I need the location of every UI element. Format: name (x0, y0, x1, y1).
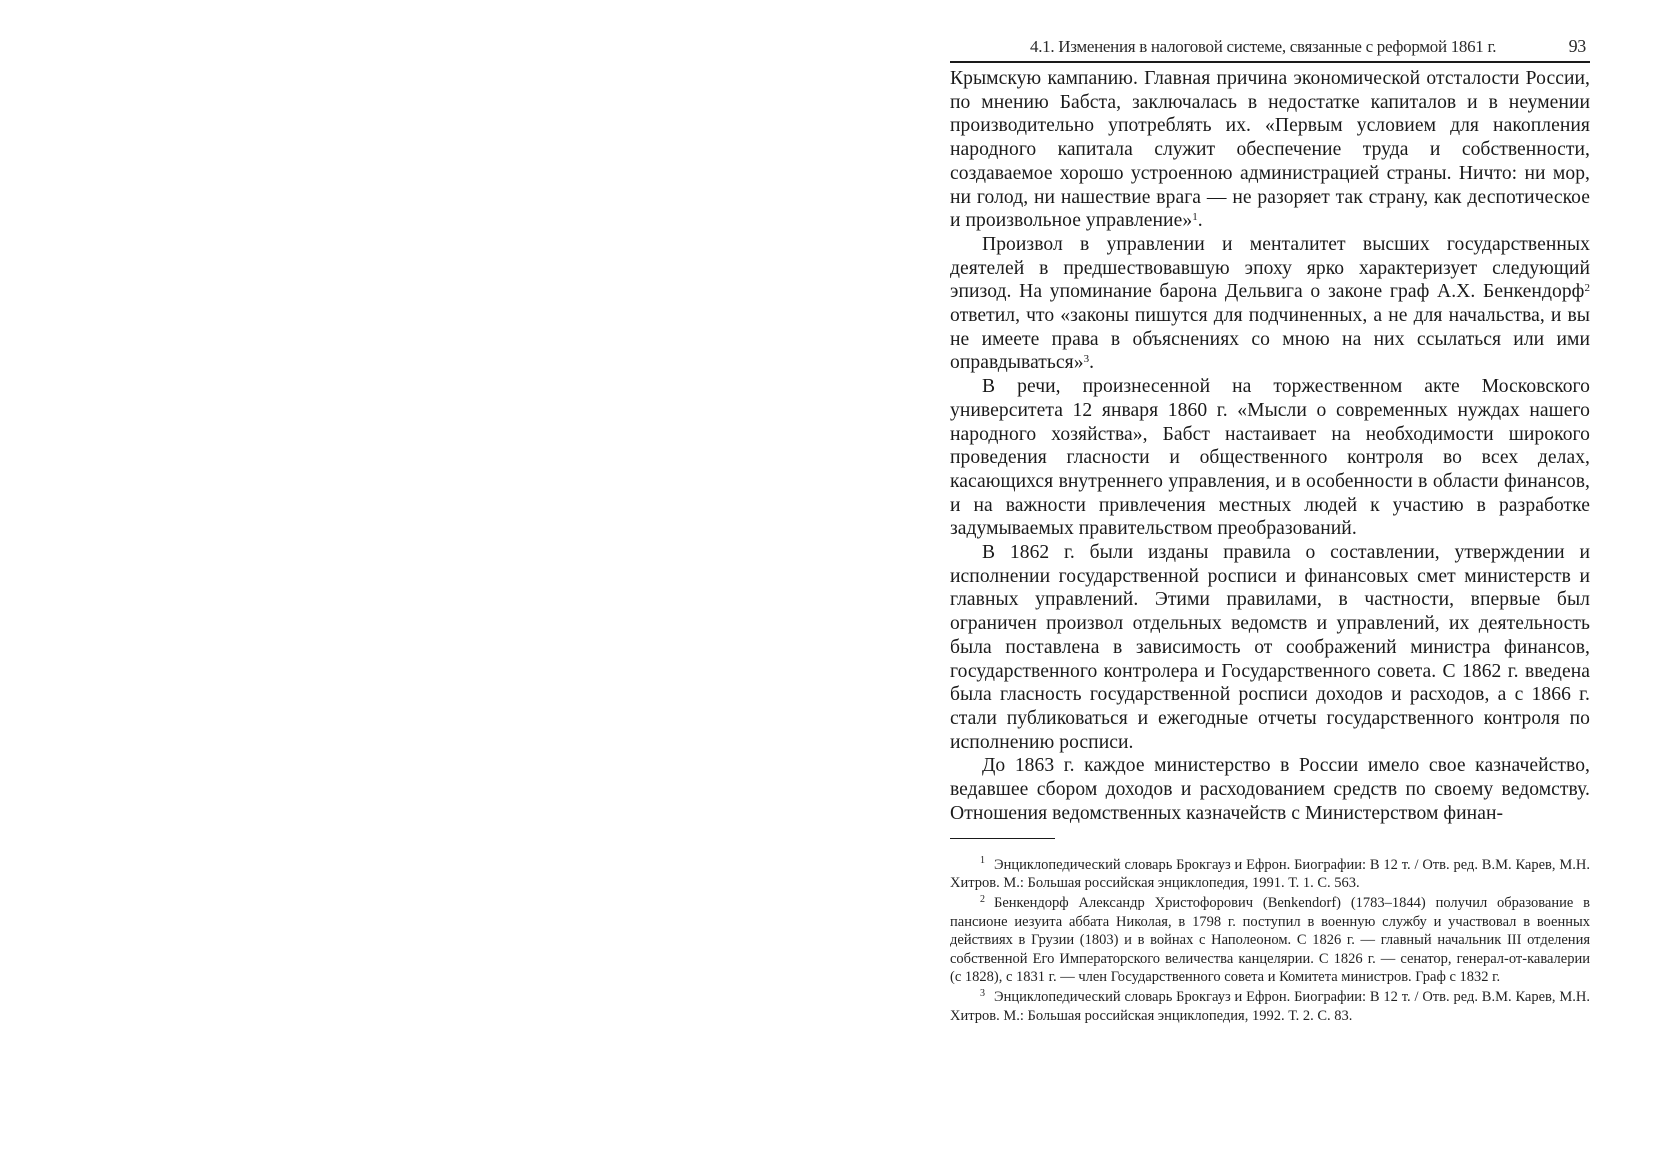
page-number: 93 (1568, 36, 1586, 56)
footnote-3-text: Энциклопедический словарь Брокгауз и Ефрон. Биографии: В 12 т. / Отв. ред. В.М. Карев, М.Н. Хитров. М.: Большая российская энциклопедия, 1992. Т. 2. С. 83. (950, 989, 1590, 1024)
footnote-divider (950, 838, 1055, 839)
footnote-3 (950, 988, 1590, 1025)
footnote-1 (950, 856, 1590, 893)
footnote-1-text: Энциклопедический словарь Брокгауз и Ефрон. Биографии: В 12 т. / Отв. ред. В.М. Карев, М.Н. Хитров. М.: Большая российская энциклопедия, 1991. Т. 1. С. 563. (950, 856, 1590, 891)
running-header (950, 34, 1590, 63)
running-title: 4.1. Изменения в налоговой системе, связанные с реформой 1861 г. (1030, 37, 1497, 56)
paragraph-2-tail: . (1089, 352, 1095, 374)
paragraph-2-text-b: ответил, что «законы пишутся для подчиненных, а не для начальства, и вы не имеете права в объяснениях со мною на них ссылаться или ими оправдываться» (950, 305, 1590, 374)
book-page (950, 34, 1590, 1027)
footnote-ref-3[interactable]: 3 (1083, 353, 1090, 366)
footnote-ref-1[interactable]: 1 (1192, 211, 1198, 224)
paragraph-1 (950, 67, 1590, 233)
paragraph-3: В речи, произнесенной на торжественном акте Московского университета 12 января 1860 г. «Мысли о современных нуждах нашего народного хозяйства», Бабст настаивает на необходимости широкого проведения гласности и общественного контроля во всех делах, касающихся внутреннего управления, и в особенности в области финансов, и на важности привлечения местных людей к участию в разработке задумываемых правительством преобразований. (950, 376, 1590, 540)
paragraph-2-text-a: Произвол в управлении и менталитет высших государственных деятелей в предшествовавшую эпоху ярко характеризует следующий эпизод. На упоминание барона Дельвига о законе граф А.Х. Бенкендорф (950, 233, 1590, 303)
paragraph-1-text: Крымскую кампанию. Главная причина экономической отсталости России, по мнению Бабста, заключалась в недостатке капиталов и в неумении производительно употреблять их. «Первым условием для накопления народного капитала служит обеспечение труда и собственности, создаваемое хорошо устроенною администрацией страны. Ничто: ни мор, ни голод, ни нашествие врага — не разоряет так страну, как деспотическое и произвольное управление» (950, 68, 1590, 232)
footnotes (950, 856, 1590, 1026)
footnote-2-number: 2 (980, 893, 985, 905)
paragraph-1-tail: . (1197, 210, 1203, 232)
footnote-1-number: 1 (980, 855, 985, 866)
footnote-2 (950, 894, 1590, 986)
footnote-2-text: Бенкендорф Александр Христофорович (Benkendorf) (1783–1844) получил образование в пансионе иезуита аббата Николая, в 1798 г. поступил в военную службу и участвовал в военных действиях в Грузии (1803) и в войнах с Наполеоном. С 1826 г. — главный начальник III отделения собственной Его Императорского величества канцелярии. С 1826 г. — сенатор, генерал-от-кавалерии (с 1828), с 1831 г. — член Государственного совета и Комитета министров. Граф с 1832 г. (950, 895, 1590, 985)
footnote-3-number: 3 (980, 987, 985, 999)
paragraph-2 (950, 233, 1590, 375)
footnote-ref-2[interactable]: 2 (1584, 282, 1590, 295)
paragraph-5: До 1863 г. каждое министерство в России имело свое казначейство, ведавшее сбором доходов и расходованием средств по своему ведомству. Отношения ведомственных казначейств с Министерством финан- (950, 755, 1590, 824)
paragraph-4: В 1862 г. были изданы правила о составлении, утверждении и исполнении государственной росписи и финансовых смет министерств и главных управлений. Этими правилами, в частности, впервые был ограничен произвол отдельных ведомств и управлений, их деятельность была поставлена в зависимость от соображений министра финансов, государственного контролера и Государственного совета. С 1862 г. введена была гласность государственной росписи доходов и расходов, а с 1866 г. стали публиковаться и ежегодные отчеты государственного контроля по исполнению росписи. (950, 542, 1590, 753)
main-text (950, 67, 1590, 826)
